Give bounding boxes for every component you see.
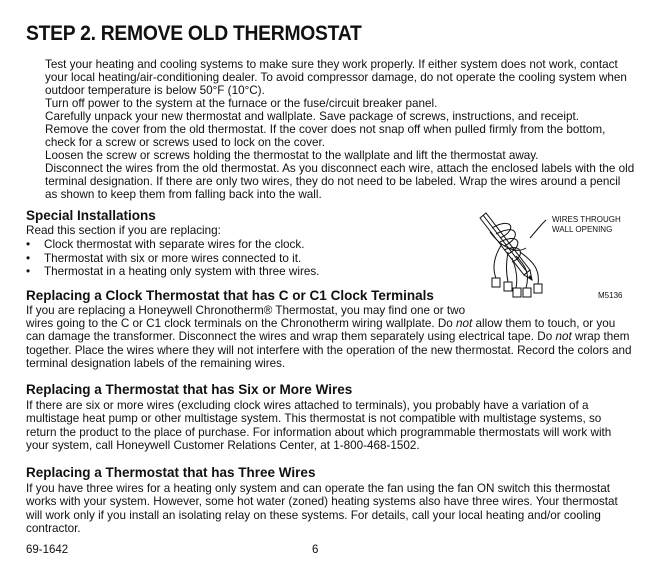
special-installations-heading: Special Installations bbox=[26, 208, 156, 223]
list-item-text: Clock thermostat with separate wires for the clock. bbox=[44, 238, 305, 251]
six-wires-paragraph: If there are six or more wires (excluding clock wires attached to terminals), you probably have a variation of a multistage heat pump or other multistage system. This thermostat is not compatible with multistage systems, so return the product to the place of purchase. For information about which programmable thermostats will work with your system, call Honeywell Customer Relations Center, at 1-800-468-1502. bbox=[26, 399, 612, 453]
clock-text-part-1: wires going to the C or C1 clock terminals on the Chronotherm wiring wallplate. Do bbox=[26, 317, 457, 330]
clock-thermostat-paragraph bbox=[26, 317, 632, 371]
wires-through-wall-figure bbox=[472, 208, 637, 302]
intro-paragraph-5: Loosen the screw or screws holding the thermostat to the wallplate and lift the thermostat away. bbox=[45, 149, 539, 162]
document-number: 69-1642 bbox=[26, 544, 69, 556]
list-item bbox=[26, 252, 319, 266]
clock-text-part-2: allow them to touch, or you can damage the transformer. Disconnect the wires and wrap them separately using electrical tape. Do bbox=[26, 317, 616, 344]
page-title: STEP 2. REMOVE OLD THERMOSTAT bbox=[26, 22, 362, 45]
figure-callout-line-2: WALL OPENING bbox=[552, 225, 613, 234]
clock-thermostat-heading: Replacing a Clock Thermostat that has C or C1 Clock Terminals bbox=[26, 288, 434, 303]
bullet-symbol: • bbox=[26, 265, 31, 278]
clock-thermostat-first-line: If you are replacing a Honeywell Chronotherm® Thermostat, you may find one or two bbox=[26, 304, 466, 317]
page-number: 6 bbox=[312, 544, 319, 556]
list-item-text: Thermostat in a heating only system with three wires. bbox=[44, 265, 320, 278]
intro-paragraph-1: Test your heating and cooling systems to make sure they work properly. If either system does not work, contact your local heating/air-conditioning dealer. To avoid compressor damage, do not operate the cooling system when outdoor temperature is below 50°F (10°C). bbox=[45, 58, 627, 97]
emphasis-not-2: not bbox=[555, 330, 572, 344]
three-wires-paragraph: If you have three wires for a heating only system and can operate the fan using the fan ON switch this thermostat works with your system. However, some hot water (zoned) heating systems also have three wires. Your thermostat will work only if you install an isolating relay on these systems. For details, call your local heating and/or cooling contractor. bbox=[26, 482, 618, 536]
six-wires-heading: Replacing a Thermostat that has Six or More Wires bbox=[26, 382, 353, 397]
intro-paragraph-2: Turn off power to the system at the furnace or the fuse/circuit breaker panel. bbox=[45, 97, 438, 110]
list-item-text: Thermostat with six or more wires connected to it. bbox=[44, 251, 302, 265]
list-item bbox=[26, 265, 319, 279]
figure-callout-line-1: WIRES THROUGH bbox=[552, 215, 621, 224]
intro-paragraph-6: Disconnect the wires from the old thermostat. As you disconnect each wire, attach the enclosed labels with the old terminal designation. If there are only two wires, they do not need to be labeled. Wrap the wires around a pencil as shown to keep them from falling back into the wall. bbox=[45, 162, 635, 201]
intro-paragraph-3: Carefully unpack your new thermostat and wallplate. Save package of screws, instructions, and receipt. bbox=[45, 110, 580, 123]
three-wires-heading: Replacing a Thermostat that has Three Wires bbox=[26, 465, 316, 480]
list-item bbox=[26, 238, 319, 252]
bullet-symbol: • bbox=[26, 251, 31, 265]
bullet-symbol: • bbox=[26, 238, 31, 251]
figure-code: M5136 bbox=[598, 291, 623, 300]
emphasis-not-1: not bbox=[456, 317, 473, 330]
clock-text-part-3: wrap them together. Place the wires where they will not interfere with the operation of the new thermostat. Record the colors and terminal designation labels of the remaining wires. bbox=[26, 330, 632, 371]
special-installations-list bbox=[26, 238, 319, 279]
special-installations-lead: Read this section if you are replacing: bbox=[26, 224, 221, 237]
intro-paragraph-4: Remove the cover from the old thermostat. If the cover does not snap off when pulled firmly from the bottom, check for a screw or screws used to lock on the cover. bbox=[45, 123, 606, 149]
